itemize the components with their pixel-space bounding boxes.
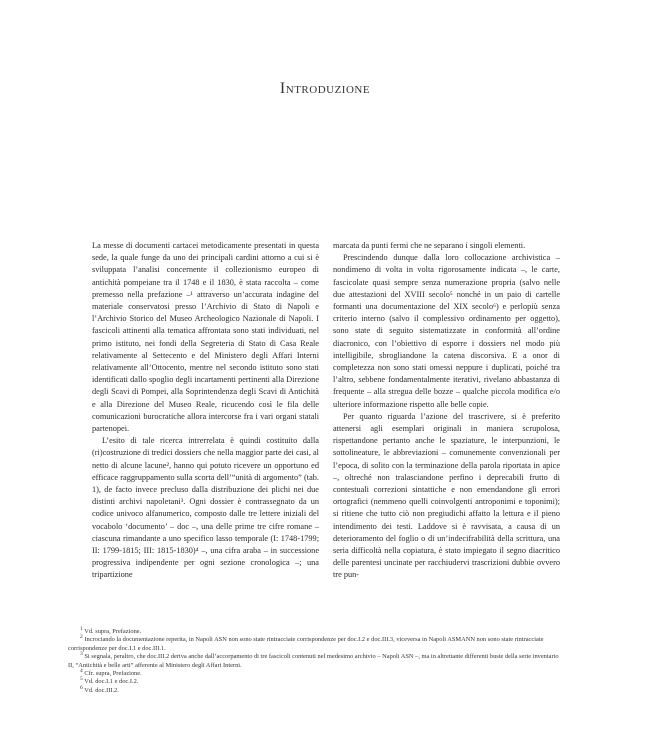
paragraph: La messe di documenti cartacei metodicamente presentati in questa sede, la quale funge da uno dei principali cardini attorno a cui si è sviluppata l’analisi concernente il collezionismo europeo di antichità pompeiane tra il 1748 e il 1830, è stata raccolta – come premesso nella prefazione –¹ attraverso un’accurata indagine del materiale conservatosi presso l’Archivio di Stato di Napoli e l’Archivio Storico del Museo Archeologico Nazionale di Napoli. I fascicoli attinenti alla tematica affrontata sono stati individuati, nel primo istituto, nei fondi della Segreteria di Stato di Casa Reale relativamente al Settecento e del Ministero degli Affari Interni relativamente all’Ottocento, mentre nel secondo istituto sono stati identificati dallo spoglio degli incartamenti pertinenti alla Direzione degli Scavi di Pompei, alla Soprintendenza degli Scavi di Antichità e alla Direzione del Museo Reale, ricucendo così le fila delle comunicazioni burocratiche allora intercorse fra i vari organi statali partenopei. (92, 241, 319, 434)
footnote-mark: 2 (80, 634, 83, 641)
footnote-text: Incrociando la documentazione reperita, in Napoli ASN non sono state rintracciate corrispondenze per doc.I.2 e doc.III.3, viceversa in Napoli ASMANN non sono state rintracciate corrispondenze per doc.I.1 e doc.III.1. (68, 636, 544, 652)
footnote-text: Vd. doc.I.1 e doc.I.2. (84, 678, 139, 686)
footnote (68, 678, 560, 686)
footnote (68, 653, 560, 670)
paragraph: Prescindendo dunque dalla loro collocazione archivistica – nondimeno di volta in volta rigorosamente indicata –, le carte, fascicolate quasi sempre senza numerazione propria (salvo nelle due attestazioni del XVIII secolo⁵ nonché in un paio di cartelle formanti una documentazione del XIX secolo⁶) e perlopiù senza criterio interno (salvo il complessivo ordinamento per oggetto), sono state di seguito sistematizzate in conformità all’ordine diacronico, con l’obiettivo di esporre i dossiers nel modo più intelligibile, sbrogliandone la catena discorsiva. E a onor di completezza non sono stati omessi neppure i duplicati, poiché tra l’altro, sebbene fondamentalmente iterativi, rivelano abbastanza di frequente – alla stregua delle bozze – qualche piccola modifica e/o ulteriore informazione rispetto alle belle copie. (333, 253, 560, 409)
paragraph: marcata da punti fermi che ne separano i singoli elementi. (333, 241, 526, 250)
footnote-text: Vd. supra, Prefazione. (84, 628, 142, 635)
chapter-title: Introduzione (279, 80, 371, 97)
footnote-text: Si segnala, peraltro, che doc.III.2 deriva anche dall’accorpamento di tre fascicoli contenuti nel medesimo archivio – Napoli ASN –, ma in altrettante differenti buste della serie inventario II, “Antichità e belle arti” afferente al Ministero degli Affari Interni. (68, 653, 559, 669)
footnote (68, 636, 560, 653)
footnote-mark: 5 (80, 676, 83, 683)
footnote-mark: 3 (80, 651, 83, 658)
footnotes (68, 625, 560, 695)
footnote (68, 684, 560, 695)
footnote-text: Cfr. supra, Prefazione. (84, 670, 142, 678)
footnote (68, 667, 560, 678)
footnote-mark: 1 (80, 625, 83, 632)
left-text-column (92, 240, 319, 582)
paragraph: Per quanto riguarda l’azione del trascrivere, si è preferito attenersi agli esemplari originali in maniera scrupolosa, rispettandone pertanto anche le spaziature, le interpunzioni, le sottolineature, le abbreviazioni – comunemente convenzionali per l’epoca, di solito con la terminazione della parola riportata in apice –, oltreché non tralasciandone perfino i deprecabili frutto di contestuali correzioni sintattiche e non emendandone gli errori ortografici (nemmeno quelli coinvolgenti antroponimi e toponimi); si ritiene che tutto ciò non pregiudichi affatto la lettura e il pieno intendimento dei testi. Laddove si è ravvisata, a causa di un deterioramento del foglio o di un’indecifrabilità della scrittura, una seria difficoltà nella copiatura, è stato impiegato il segno diacritico delle parentesi uncinate per racchiudervi trascrizioni dubbie ovvero tre pun- (333, 411, 560, 580)
right-text-column (333, 240, 560, 582)
footnote-mark: 4 (80, 667, 83, 674)
footnote-mark: 6 (80, 684, 83, 691)
footnote-text: Vd. doc.III.2. (84, 686, 119, 694)
paragraph: L’esito di tale ricerca intrerrelata è quindi costituito dalla (ri)costruzione di tredici dossiers che nella maggior parte dei casi, al netto di alcune lacune², hanno qui potuto ricevere un opportuno ed efficace raggruppamento sulla scorta dell’“unità di argomento” (tab. 1), de facto invece precluso dalla distribuzione dei plichi nei due distinti archivi napoletani³. Ogni dossier è contrassegnato da un codice univoco alfanumerico, composto dalle tre lettere iniziali del vocabolo ‘documento’ – doc –, una delle prime tre cifre romane – ciascuna rimandante a uno specifico lasso temporale (I: 1748-1799; II: 1799-1815; III: 1815-1830)⁴ –, una cifra araba – in successione progressiva indipendente per ogni sezione cronologica –; una tripartizione (92, 436, 319, 580)
